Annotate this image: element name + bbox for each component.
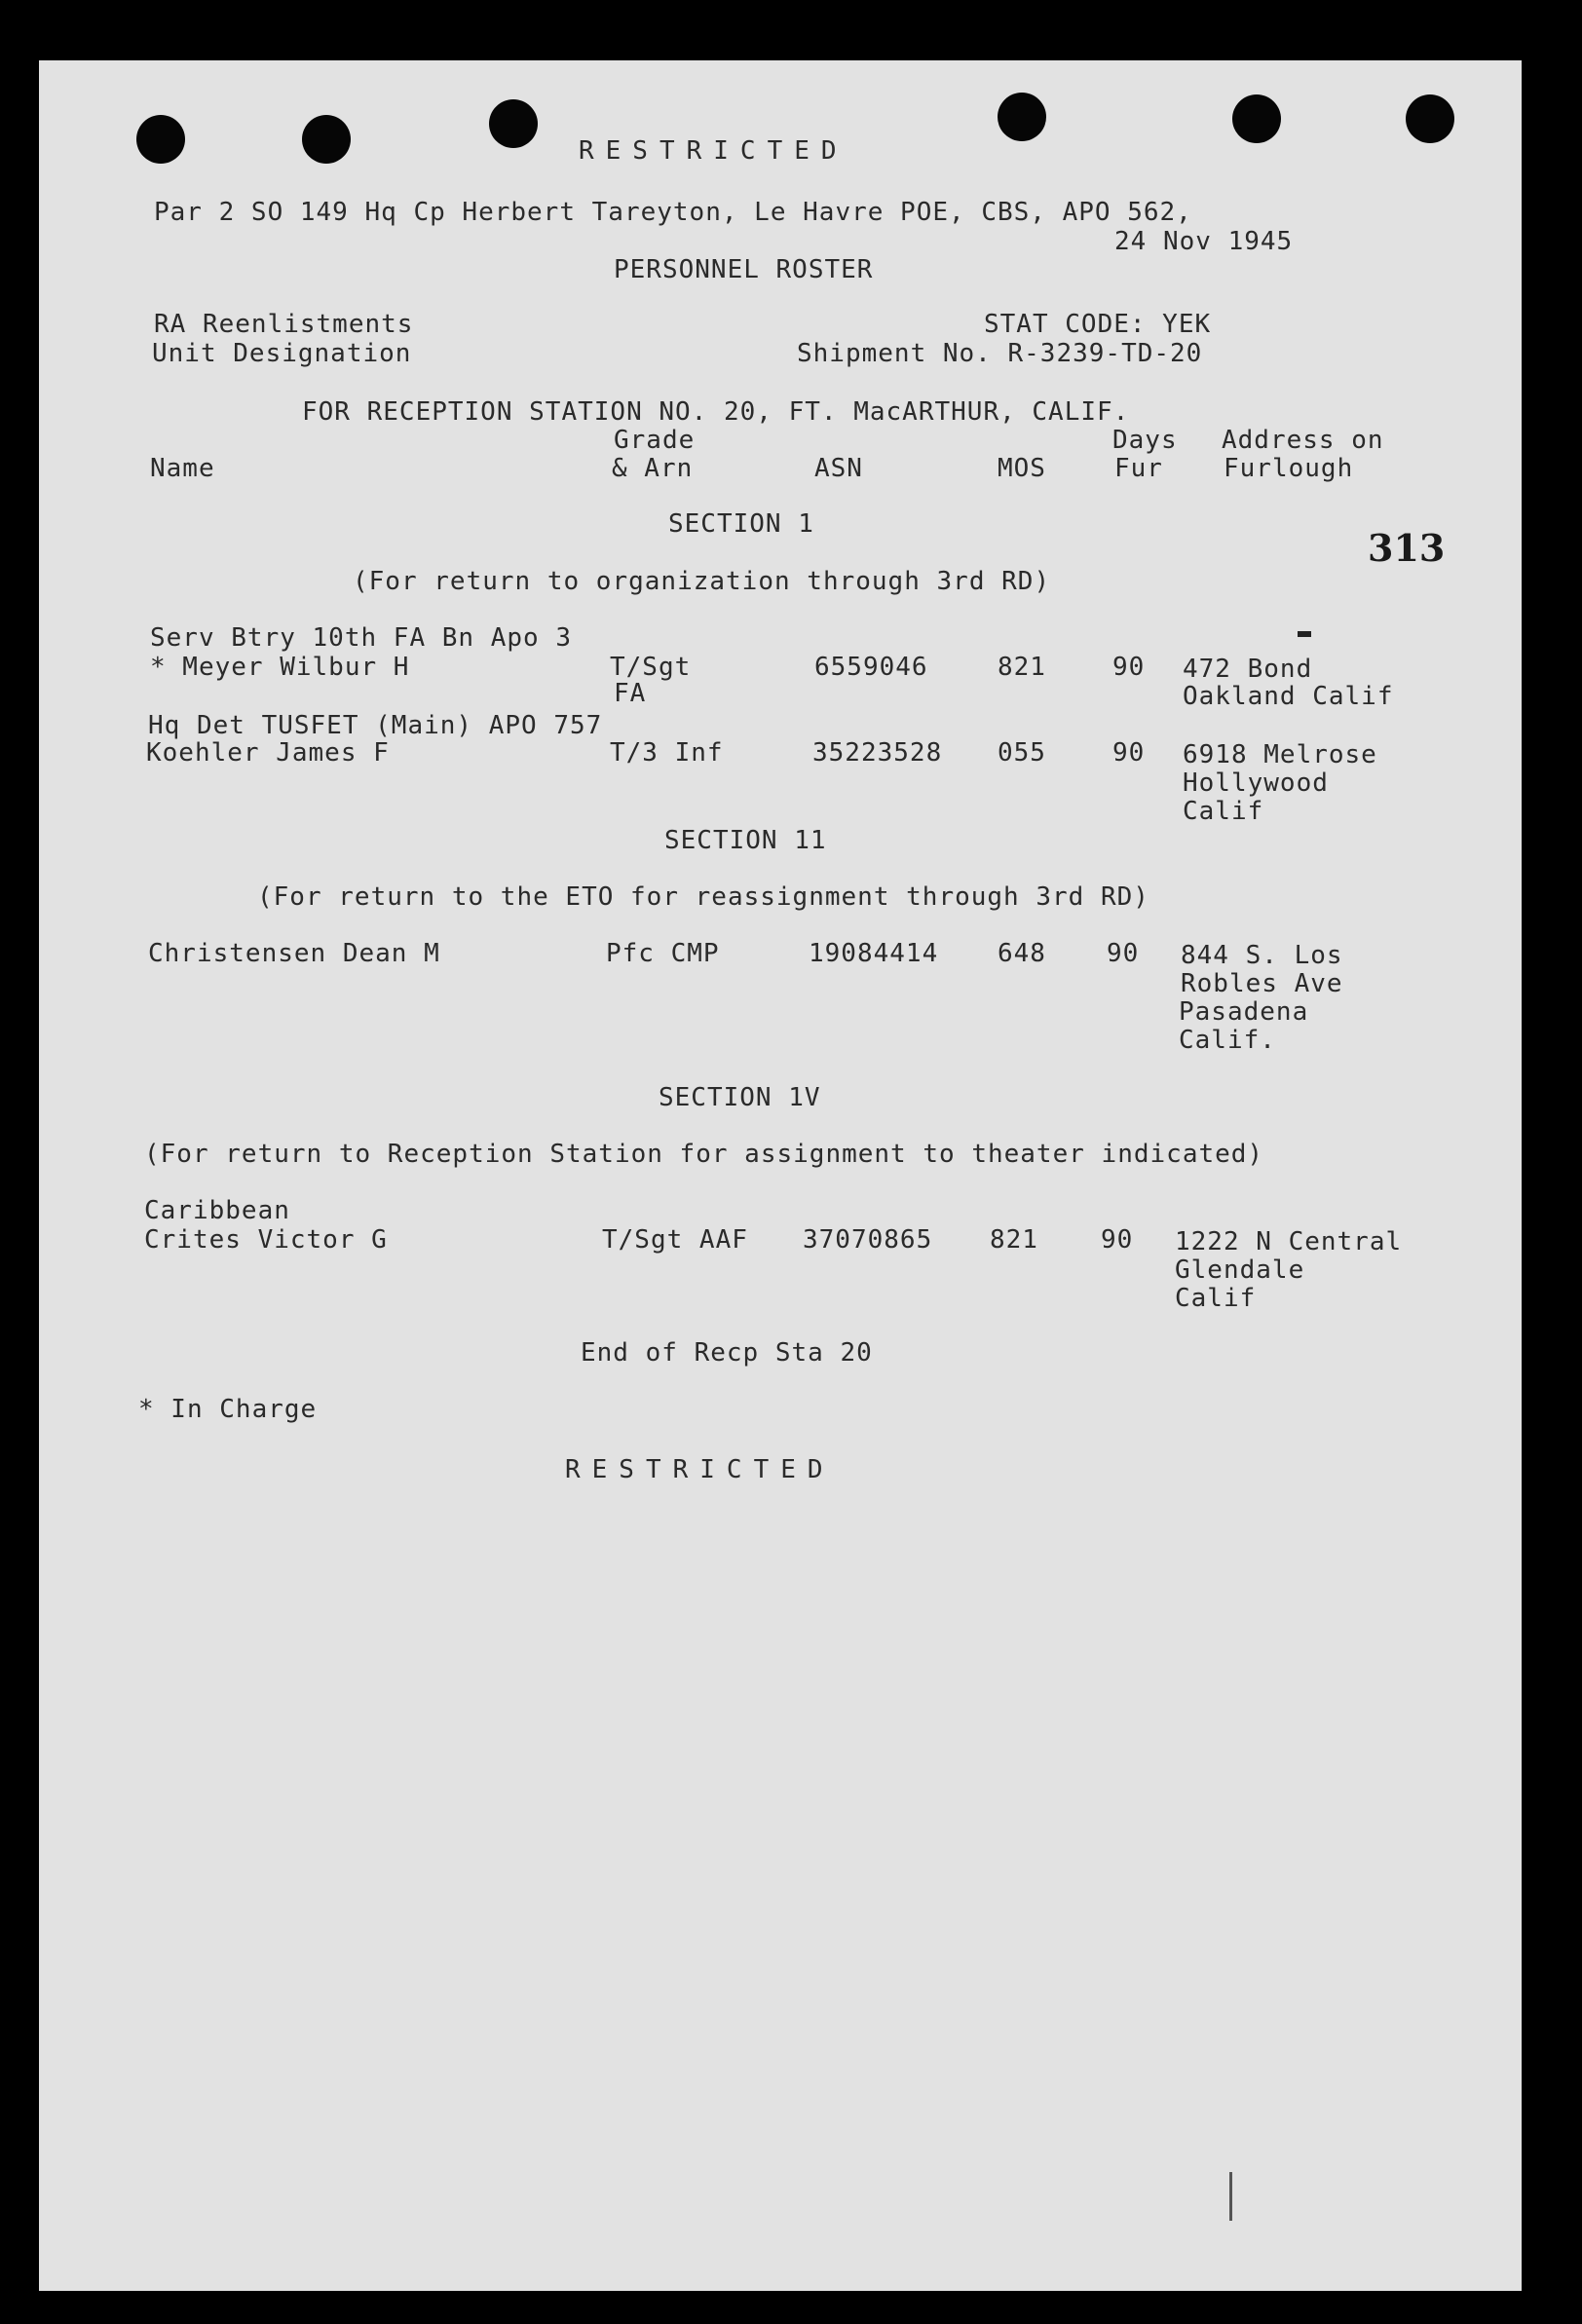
row-meyer-arm: FA: [614, 679, 647, 708]
section-2-title: SECTION 11: [664, 826, 827, 855]
stat-code: STAT CODE: YEK: [984, 310, 1212, 339]
col-days-2: Fur: [1114, 454, 1163, 483]
row-christensen-address-2: Robles Ave: [1181, 969, 1343, 998]
ink-mark: [1298, 631, 1311, 637]
col-grade-1: Grade: [614, 426, 696, 455]
col-mos: MOS: [998, 454, 1046, 483]
row-koehler-name: Koehler James F: [146, 738, 390, 768]
row-koehler-mos: 055: [998, 738, 1046, 768]
punch-hole: [998, 93, 1046, 141]
row-christensen-mos: 648: [998, 939, 1046, 968]
punch-hole: [489, 99, 538, 148]
row-crites-mos: 821: [990, 1225, 1038, 1255]
unit-label-2: Unit Designation: [152, 339, 412, 368]
row-meyer-address-2: Oakland Calif: [1183, 682, 1394, 711]
row-meyer-mos: 821: [998, 653, 1046, 682]
row-meyer-asn: 6559046: [814, 653, 928, 682]
row-koehler-days: 90: [1112, 738, 1146, 768]
col-address-1: Address on: [1222, 426, 1384, 455]
row-meyer-name: * Meyer Wilbur H: [150, 653, 410, 682]
row-crites-name: Crites Victor G: [144, 1225, 388, 1255]
row-crites-days: 90: [1101, 1225, 1134, 1255]
restricted-header: RESTRICTED: [579, 136, 848, 166]
row-koehler-address-2: Hollywood: [1183, 768, 1329, 798]
col-grade-2: & Arn: [612, 454, 694, 483]
col-asn: ASN: [814, 454, 863, 483]
row-koehler-asn: 35223528: [812, 738, 943, 768]
row-crites-address-1: 1222 N Central: [1175, 1227, 1403, 1256]
end-of-station-line: End of Recp Sta 20: [581, 1338, 873, 1368]
row-meyer-grade: T/Sgt: [610, 653, 692, 682]
col-name: Name: [150, 454, 215, 483]
row-koehler-address-1: 6918 Melrose: [1183, 740, 1377, 769]
punch-hole: [302, 115, 351, 164]
col-days-1: Days: [1112, 426, 1178, 455]
punch-hole: [1232, 94, 1281, 143]
roster-title: PERSONNEL ROSTER: [614, 255, 874, 284]
row-koehler-address-3: Calif: [1183, 797, 1264, 826]
order-date: 24 Nov 1945: [1114, 227, 1294, 256]
row-koehler-grade: T/3 Inf: [610, 738, 724, 768]
row-crites-address-3: Calif: [1175, 1284, 1257, 1313]
page-number: 313: [1368, 526, 1446, 570]
shipment-number: Shipment No. R-3239-TD-20: [797, 339, 1203, 368]
row-christensen-grade: Pfc CMP: [606, 939, 720, 968]
unit-serv-btry: Serv Btry 10th FA Bn Apo 3: [150, 623, 572, 653]
document-page: [39, 60, 1522, 2291]
row-christensen-name: Christensen Dean M: [148, 939, 440, 968]
row-meyer-address-1: 472 Bond: [1183, 655, 1313, 684]
destination-line: FOR RECEPTION STATION NO. 20, FT. MacARTHUR, CALIF.: [302, 397, 1130, 427]
row-crites-address-2: Glendale: [1175, 1256, 1305, 1285]
row-christensen-asn: 19084414: [809, 939, 939, 968]
row-christensen-address-4: Calif.: [1179, 1026, 1276, 1055]
row-crites-grade: T/Sgt AAF: [602, 1225, 748, 1255]
col-address-2: Furlough: [1224, 454, 1354, 483]
pencil-mark: [1229, 2172, 1232, 2221]
unit-label-1: RA Reenlistments: [154, 310, 414, 339]
row-meyer-days: 90: [1112, 653, 1146, 682]
section-1-title: SECTION 1: [668, 509, 814, 539]
section-4-subtitle: (For return to Reception Station for assignment to theater indicated): [144, 1140, 1264, 1169]
row-crites-asn: 37070865: [803, 1225, 933, 1255]
theater-label: Caribbean: [144, 1196, 290, 1225]
row-christensen-address-3: Pasadena: [1179, 997, 1309, 1027]
punch-hole: [136, 115, 185, 164]
in-charge-note: * In Charge: [138, 1395, 318, 1424]
section-1-subtitle: (For return to organization through 3rd RD): [353, 567, 1051, 596]
row-christensen-address-1: 844 S. Los: [1181, 941, 1343, 970]
restricted-footer: RESTRICTED: [565, 1455, 835, 1484]
orders-line: Par 2 SO 149 Hq Cp Herbert Tareyton, Le Havre POE, CBS, APO 562,: [154, 198, 1192, 227]
section-2-subtitle: (For return to the ETO for reassignment through 3rd RD): [257, 882, 1149, 912]
section-4-title: SECTION 1V: [659, 1083, 821, 1112]
punch-hole: [1406, 94, 1454, 143]
row-christensen-days: 90: [1107, 939, 1140, 968]
unit-hq-det: Hq Det TUSFET (Main) APO 757: [148, 711, 603, 740]
